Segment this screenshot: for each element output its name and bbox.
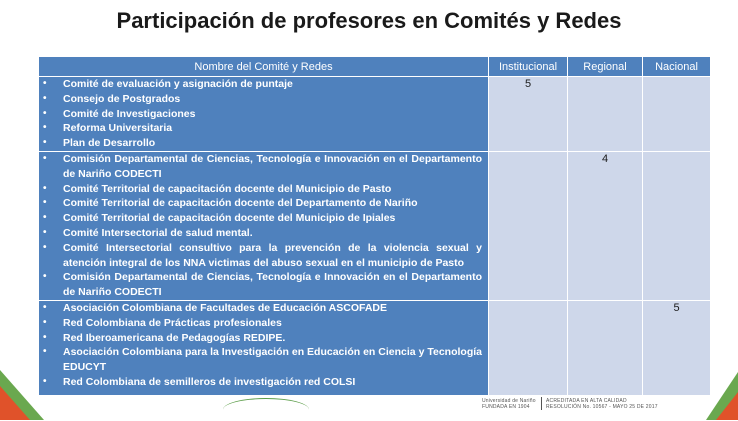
footer-accreditation-title: ACREDITADA EN ALTA CALIDAD (546, 398, 627, 404)
list-item: • Comité de evaluación y asignación de puntaje (63, 77, 482, 92)
committees-table (38, 56, 711, 396)
list-item: • Asociación Colombiana de Facultades de Educación ASCOFADE (63, 301, 482, 316)
list-item: • Comisión Departamental de Ciencias, Tecnología e Innovación en el Departamento de Nariño CODECTI (63, 152, 482, 182)
footer-signature-curve (223, 398, 309, 421)
list-item: • Comité Intersectorial consultivo para la prevención de la violencia sexual y atención integral de los NNA victimas del abuso sexual en el municipio de Pasto (63, 241, 482, 271)
list-item: • Comité Territorial de capacitación docente del Municipio de Ipiales (63, 211, 482, 226)
footer-accreditation (546, 398, 658, 410)
institucional-cell (489, 151, 568, 300)
names-cell (39, 151, 489, 300)
nacional-cell (643, 77, 711, 152)
table-row (39, 77, 711, 152)
cell-value (568, 77, 642, 78)
regional-cell (568, 300, 643, 395)
list-item: • Red Colombiana de semilleros de investigación red COLSI (63, 375, 482, 390)
institucional-cell (489, 77, 568, 152)
footer-accreditation-resolution: RESOLUCIÓN No. 10567 - MAYO 25 DE 2017 (546, 404, 658, 410)
header-nombre: Nombre del Comité y Redes (39, 57, 489, 77)
names-cell (39, 300, 489, 395)
list-item: • Consejo de Postgrados (63, 92, 482, 107)
list-item: • Plan de Desarrollo (63, 136, 482, 151)
committee-list (39, 77, 488, 151)
list-item: • Reforma Universitaria (63, 121, 482, 136)
nacional-cell (643, 151, 711, 300)
header-regional: Regional (568, 57, 643, 77)
table-header-row (39, 57, 711, 77)
committee-list (39, 301, 488, 390)
list-item: • Comité Territorial de capacitación docente del Municipio de Pasto (63, 182, 482, 197)
cell-value (643, 77, 710, 78)
cell-value (489, 301, 567, 302)
list-item: • Comisión Departamental de Ciencias, Tecnología e Innovación en el Departamento de Nariño CODECTI (63, 270, 482, 300)
institucional-cell (489, 300, 568, 395)
committee-list (39, 152, 488, 300)
footer-university-name: Universidad de Nariño (482, 398, 536, 404)
regional-cell (568, 77, 643, 152)
list-item: • Comité de Investigaciones (63, 107, 482, 122)
corner-decoration-left-accent (0, 386, 30, 420)
cell-value (489, 152, 567, 153)
list-item: • Red Colombiana de Prácticas profesionales (63, 316, 482, 331)
footer-logo-text (482, 398, 536, 410)
table-row (39, 151, 711, 300)
header-nacional: Nacional (643, 57, 711, 77)
cell-value: 4 (601, 152, 609, 165)
list-item: • Red Iberoamericana de Pedagogías REDIPE. (63, 331, 482, 346)
corner-decoration-right-accent (716, 392, 738, 420)
names-cell (39, 77, 489, 152)
list-item: • Comité Territorial de capacitación docente del Departamento de Nariño (63, 196, 482, 211)
regional-cell (568, 151, 643, 300)
slide-title: Participación de profesores en Comités y Redes (116, 8, 622, 33)
footer-founded: FUNDADA EN 1904 (482, 404, 530, 410)
list-item: • Asociación Colombiana para la Investigación en Educación en Ciencia y Tecnología EDUCYT (63, 345, 482, 375)
cell-value (568, 301, 642, 302)
cell-value (643, 152, 710, 153)
header-institucional: Institucional (489, 57, 568, 77)
list-item: • Comité Intersectorial de salud mental. (63, 226, 482, 241)
cell-value: 5 (524, 78, 532, 90)
table-row (39, 300, 711, 395)
cell-value: 5 (673, 301, 680, 314)
footer-divider (541, 397, 542, 410)
nacional-cell (643, 300, 711, 395)
